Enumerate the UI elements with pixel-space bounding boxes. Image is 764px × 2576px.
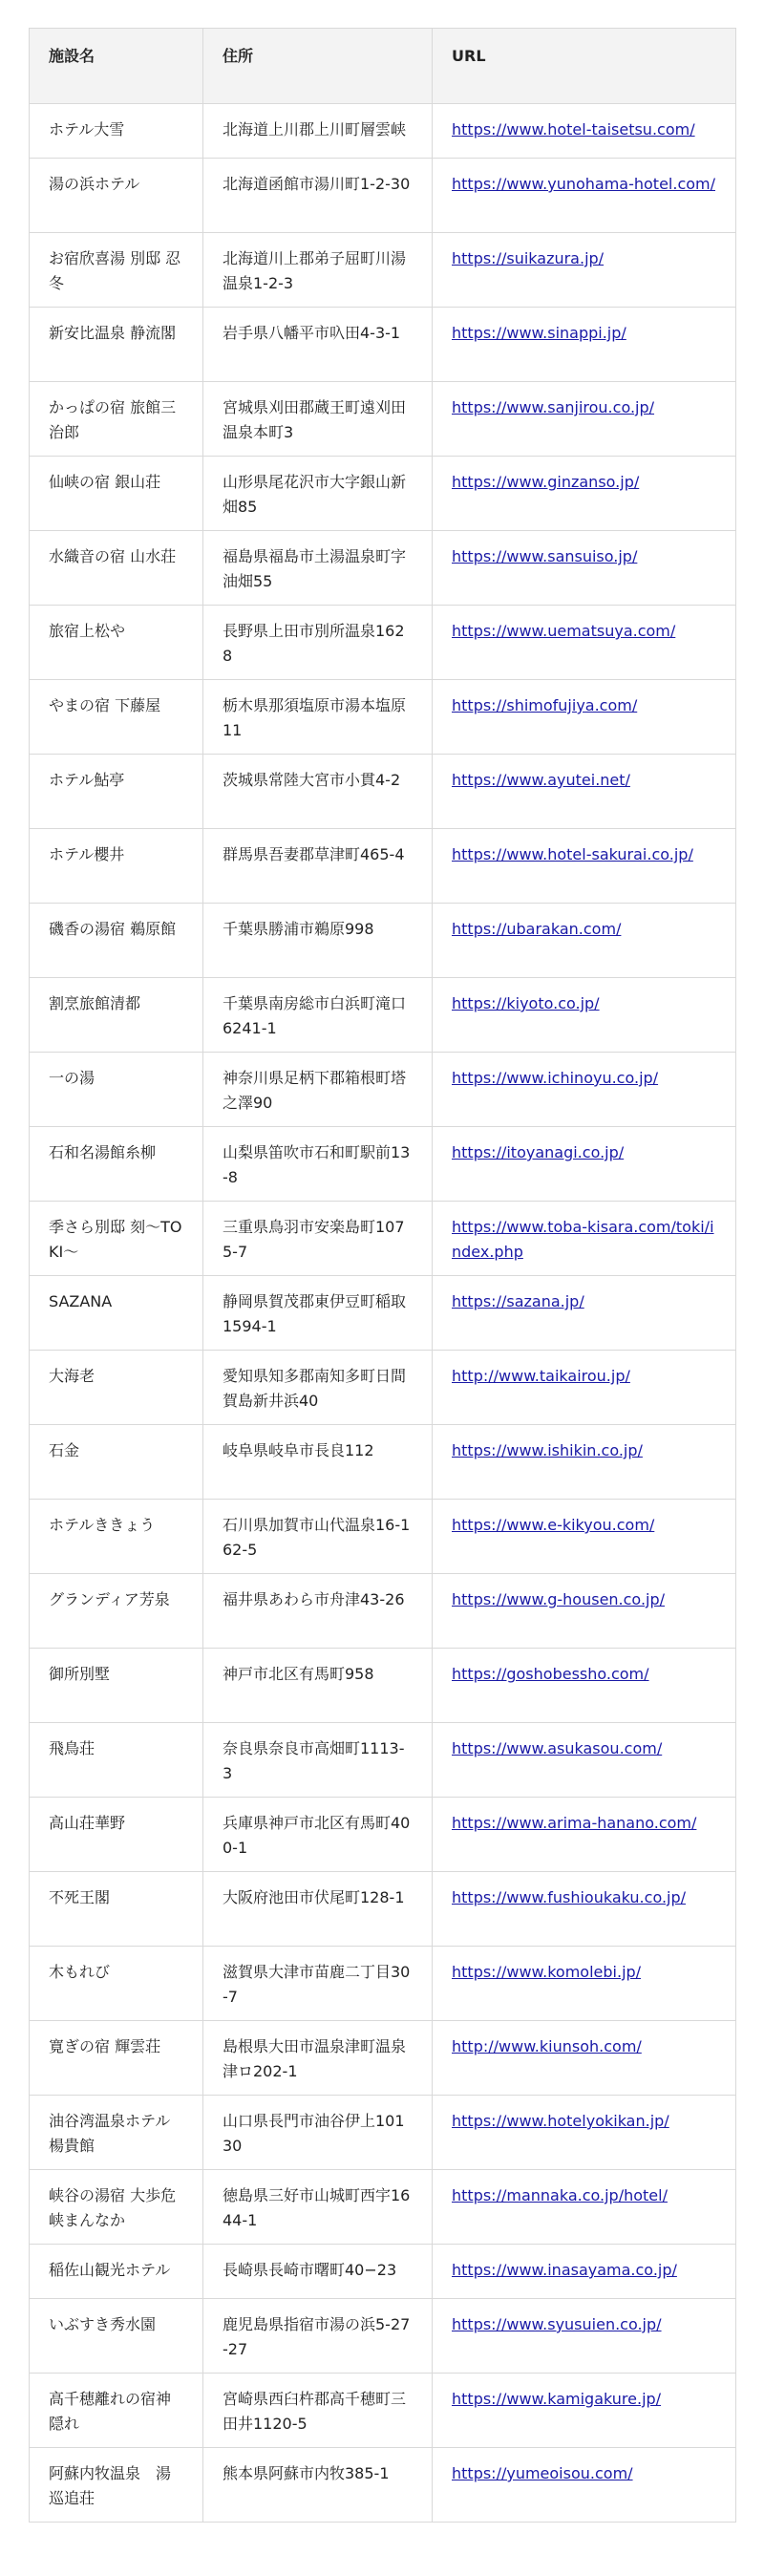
table-row [30, 2374, 736, 2448]
url-cell [433, 2245, 736, 2299]
address-cell: 島根県大田市温泉津町温泉津ロ202-1 [203, 2021, 433, 2096]
address-cell: 滋賀県大津市苗鹿二丁目30-7 [203, 1947, 433, 2021]
facility-name-cell: 峡谷の湯宿 大歩危峡まんなか [30, 2170, 203, 2245]
facility-url-link[interactable]: https://www.ginzanso.jp/ [452, 473, 640, 491]
address-cell: 北海道函館市湯川町1-2-30 [203, 159, 433, 233]
facility-name-cell: 石金 [30, 1425, 203, 1500]
address-cell: 兵庫県神戸市北区有馬町400-1 [203, 1798, 433, 1872]
address-cell: 北海道川上郡弟子屈町川湯温泉1-2-3 [203, 233, 433, 308]
url-cell [433, 829, 736, 904]
table-row [30, 1574, 736, 1649]
facility-url-link[interactable]: https://www.hotel-sakurai.co.jp/ [452, 845, 693, 863]
table-row [30, 1947, 736, 2021]
facility-url-link[interactable]: https://www.g-housen.co.jp/ [452, 1590, 666, 1608]
table-row [30, 2170, 736, 2245]
table-row [30, 308, 736, 382]
address-cell: 山梨県笛吹市石和町駅前13-8 [203, 1127, 433, 1202]
header-facility-name: 施設名 [30, 29, 203, 104]
facility-url-link[interactable]: https://www.yunohama-hotel.com/ [452, 175, 716, 193]
address-cell: 三重県鳥羽市安楽島町1075-7 [203, 1202, 433, 1276]
url-cell [433, 2170, 736, 2245]
url-cell [433, 2299, 736, 2374]
facility-url-link[interactable]: https://www.ishikin.co.jp/ [452, 1441, 643, 1459]
table-row [30, 1053, 736, 1127]
facility-url-link[interactable]: https://itoyanagi.co.jp/ [452, 1143, 625, 1161]
address-cell: 山形県尾花沢市大字銀山新畑85 [203, 457, 433, 531]
url-cell [433, 159, 736, 233]
facility-name-cell: 油谷湾温泉ホテル楊貴館 [30, 2096, 203, 2170]
address-cell: 宮城県刈田郡蔵王町遠刈田温泉本町3 [203, 382, 433, 457]
url-cell [433, 1798, 736, 1872]
address-cell: 長崎県長崎市曙町40−23 [203, 2245, 433, 2299]
facility-url-link[interactable]: http://www.kiunsoh.com/ [452, 2037, 642, 2055]
facility-name-cell: いぶすき秀水園 [30, 2299, 203, 2374]
address-cell: 岩手県八幡平市叺田4-3-1 [203, 308, 433, 382]
facility-name-cell: ホテルききょう [30, 1500, 203, 1574]
url-cell [433, 1425, 736, 1500]
table-row [30, 1723, 736, 1798]
facility-name-cell: 水織音の宿 山水荘 [30, 531, 203, 606]
url-cell [433, 1500, 736, 1574]
url-cell [433, 1872, 736, 1947]
url-cell [433, 2021, 736, 2096]
facility-name-cell: 一の湯 [30, 1053, 203, 1127]
facility-url-link[interactable]: https://www.toba-kisara.com/toki/index.php [452, 1218, 714, 1261]
table-row [30, 978, 736, 1053]
facility-url-link[interactable]: https://www.ichinoyu.co.jp/ [452, 1069, 659, 1087]
url-cell [433, 1574, 736, 1649]
address-cell: 神戸市北区有馬町958 [203, 1649, 433, 1723]
url-cell [433, 904, 736, 978]
table-row [30, 755, 736, 829]
facility-url-link[interactable]: https://www.kamigakure.jp/ [452, 2390, 662, 2408]
facility-url-link[interactable]: https://kiyoto.co.jp/ [452, 994, 600, 1012]
facility-url-link[interactable]: https://www.sanjirou.co.jp/ [452, 398, 655, 416]
table-row [30, 1649, 736, 1723]
table-row [30, 104, 736, 159]
facility-name-cell: 石和名湯館糸柳 [30, 1127, 203, 1202]
facility-name-cell: 旅宿上松や [30, 606, 203, 680]
table-row [30, 1872, 736, 1947]
address-cell: 群馬県吾妻郡草津町465-4 [203, 829, 433, 904]
header-address: 住所 [203, 29, 433, 104]
address-cell: 静岡県賀茂郡東伊豆町稲取1594-1 [203, 1276, 433, 1351]
table-row [30, 531, 736, 606]
facility-name-cell: 稲佐山観光ホテル [30, 2245, 203, 2299]
table-row [30, 159, 736, 233]
facility-url-link[interactable]: https://www.arima-hanano.com/ [452, 1814, 697, 1832]
facility-url-link[interactable]: https://www.e-kikyou.com/ [452, 1516, 655, 1534]
table-row [30, 829, 736, 904]
facility-name-cell: 季さら別邸 刻〜TOKI〜 [30, 1202, 203, 1276]
url-cell [433, 1276, 736, 1351]
facility-url-link[interactable]: https://www.asukasou.com/ [452, 1739, 663, 1757]
address-cell: 長野県上田市別所温泉1628 [203, 606, 433, 680]
facility-name-cell: 御所別墅 [30, 1649, 203, 1723]
url-cell [433, 1053, 736, 1127]
url-cell [433, 457, 736, 531]
url-cell [433, 104, 736, 159]
facility-name-cell: かっぱの宿 旅館三治郎 [30, 382, 203, 457]
address-cell: 山口県長門市油谷伊上10130 [203, 2096, 433, 2170]
url-cell [433, 1947, 736, 2021]
address-cell: 岐阜県岐阜市長良112 [203, 1425, 433, 1500]
facility-url-link[interactable]: https://sazana.jp/ [452, 1292, 584, 1310]
address-cell: 鹿児島県指宿市湯の浜5-27-27 [203, 2299, 433, 2374]
facility-name-cell: 寛ぎの宿 輝雲荘 [30, 2021, 203, 2096]
facility-url-link[interactable]: http://www.taikairou.jp/ [452, 1367, 630, 1385]
table-row [30, 1425, 736, 1500]
header-url: URL [433, 29, 736, 104]
table-row [30, 2021, 736, 2096]
facility-name-cell: ホテル鮎亭 [30, 755, 203, 829]
facility-url-link[interactable]: https://www.sansuiso.jp/ [452, 547, 638, 565]
table-row [30, 904, 736, 978]
facility-name-cell: やまの宿 下藤屋 [30, 680, 203, 755]
facility-name-cell: 仙峡の宿 銀山荘 [30, 457, 203, 531]
table-row [30, 1202, 736, 1276]
facility-name-cell: SAZANA [30, 1276, 203, 1351]
facility-url-link[interactable]: https://www.ayutei.net/ [452, 771, 630, 789]
address-cell: 千葉県勝浦市鵜原998 [203, 904, 433, 978]
facility-url-link[interactable]: https://mannaka.co.jp/hotel/ [452, 2186, 668, 2204]
address-cell: 石川県加賀市山代温泉16-162-5 [203, 1500, 433, 1574]
table-row [30, 1127, 736, 1202]
address-cell: 愛知県知多郡南知多町日間賀島新井浜40 [203, 1351, 433, 1425]
facility-url-link[interactable]: https://goshobessho.com/ [452, 1665, 649, 1683]
url-cell [433, 308, 736, 382]
url-cell [433, 531, 736, 606]
table-row [30, 1276, 736, 1351]
facility-url-link[interactable]: https://suikazura.jp/ [452, 249, 605, 267]
url-cell [433, 382, 736, 457]
url-cell [433, 680, 736, 755]
facility-name-cell: 割烹旅館清都 [30, 978, 203, 1053]
address-cell: 大阪府池田市伏尾町128-1 [203, 1872, 433, 1947]
address-cell: 福島県福島市土湯温泉町字油畑55 [203, 531, 433, 606]
table-row [30, 606, 736, 680]
facility-url-link[interactable]: https://shimofujiya.com/ [452, 696, 638, 714]
table-body [30, 104, 736, 2523]
facility-name-cell: 飛鳥荘 [30, 1723, 203, 1798]
facility-url-link[interactable]: https://www.komolebi.jp/ [452, 1963, 642, 1981]
url-cell [433, 1351, 736, 1425]
facility-table [29, 28, 736, 2523]
address-cell: 神奈川県足柄下郡箱根町塔之澤90 [203, 1053, 433, 1127]
table-row [30, 1798, 736, 1872]
table-row [30, 1351, 736, 1425]
address-cell: 徳島県三好市山城町西宇1644-1 [203, 2170, 433, 2245]
facility-url-link[interactable]: https://www.syusuien.co.jp/ [452, 2315, 662, 2333]
facility-name-cell: ホテル櫻井 [30, 829, 203, 904]
table-row [30, 2448, 736, 2523]
facility-url-link[interactable]: https://yumeoisou.com/ [452, 2464, 633, 2482]
facility-url-link[interactable]: https://www.uematsuya.com/ [452, 622, 676, 640]
table-row [30, 1500, 736, 1574]
table-row [30, 382, 736, 457]
facility-url-link[interactable]: https://www.hotel-taisetsu.com/ [452, 120, 695, 138]
facility-name-cell: グランディア芳泉 [30, 1574, 203, 1649]
table-row [30, 2096, 736, 2170]
facility-name-cell: 木もれび [30, 1947, 203, 2021]
url-cell [433, 233, 736, 308]
facility-name-cell: 阿蘇内牧温泉 湯巡追荘 [30, 2448, 203, 2523]
facility-name-cell: ホテル大雪 [30, 104, 203, 159]
table-row [30, 233, 736, 308]
address-cell: 栃木県那須塩原市湯本塩原11 [203, 680, 433, 755]
url-cell [433, 606, 736, 680]
facility-name-cell: 高山荘華野 [30, 1798, 203, 1872]
facility-name-cell: 新安比温泉 静流閣 [30, 308, 203, 382]
facility-name-cell: 湯の浜ホテル [30, 159, 203, 233]
url-cell [433, 2448, 736, 2523]
facility-url-link[interactable]: https://www.sinappi.jp/ [452, 324, 626, 342]
address-cell: 奈良県奈良市高畑町1113-3 [203, 1723, 433, 1798]
facility-url-link[interactable]: https://www.inasayama.co.jp/ [452, 2261, 677, 2279]
url-cell [433, 978, 736, 1053]
table-row [30, 2245, 736, 2299]
url-cell [433, 1649, 736, 1723]
url-cell [433, 1723, 736, 1798]
table-row [30, 2299, 736, 2374]
table-header-row [30, 29, 736, 104]
facility-name-cell: お宿欣喜湯 別邸 忍冬 [30, 233, 203, 308]
address-cell: 熊本県阿蘇市内牧385-1 [203, 2448, 433, 2523]
url-cell [433, 1127, 736, 1202]
address-cell: 北海道上川郡上川町層雲峡 [203, 104, 433, 159]
address-cell: 千葉県南房総市白浜町滝口6241-1 [203, 978, 433, 1053]
url-cell [433, 1202, 736, 1276]
address-cell: 茨城県常陸大宮市小貫4-2 [203, 755, 433, 829]
url-cell [433, 755, 736, 829]
facility-url-link[interactable]: https://ubarakan.com/ [452, 920, 622, 938]
table-row [30, 680, 736, 755]
facility-url-link[interactable]: https://www.fushioukaku.co.jp/ [452, 1888, 687, 1906]
url-cell [433, 2374, 736, 2448]
url-cell [433, 2096, 736, 2170]
address-cell: 宮崎県西臼杵郡高千穂町三田井1120-5 [203, 2374, 433, 2448]
facility-url-link[interactable]: https://www.hotelyokikan.jp/ [452, 2112, 669, 2130]
table-row [30, 457, 736, 531]
address-cell: 福井県あわら市舟津43-26 [203, 1574, 433, 1649]
facility-name-cell: 大海老 [30, 1351, 203, 1425]
facility-name-cell: 高千穂離れの宿神隠れ [30, 2374, 203, 2448]
facility-name-cell: 不死王閣 [30, 1872, 203, 1947]
facility-name-cell: 磯香の湯宿 鵜原館 [30, 904, 203, 978]
